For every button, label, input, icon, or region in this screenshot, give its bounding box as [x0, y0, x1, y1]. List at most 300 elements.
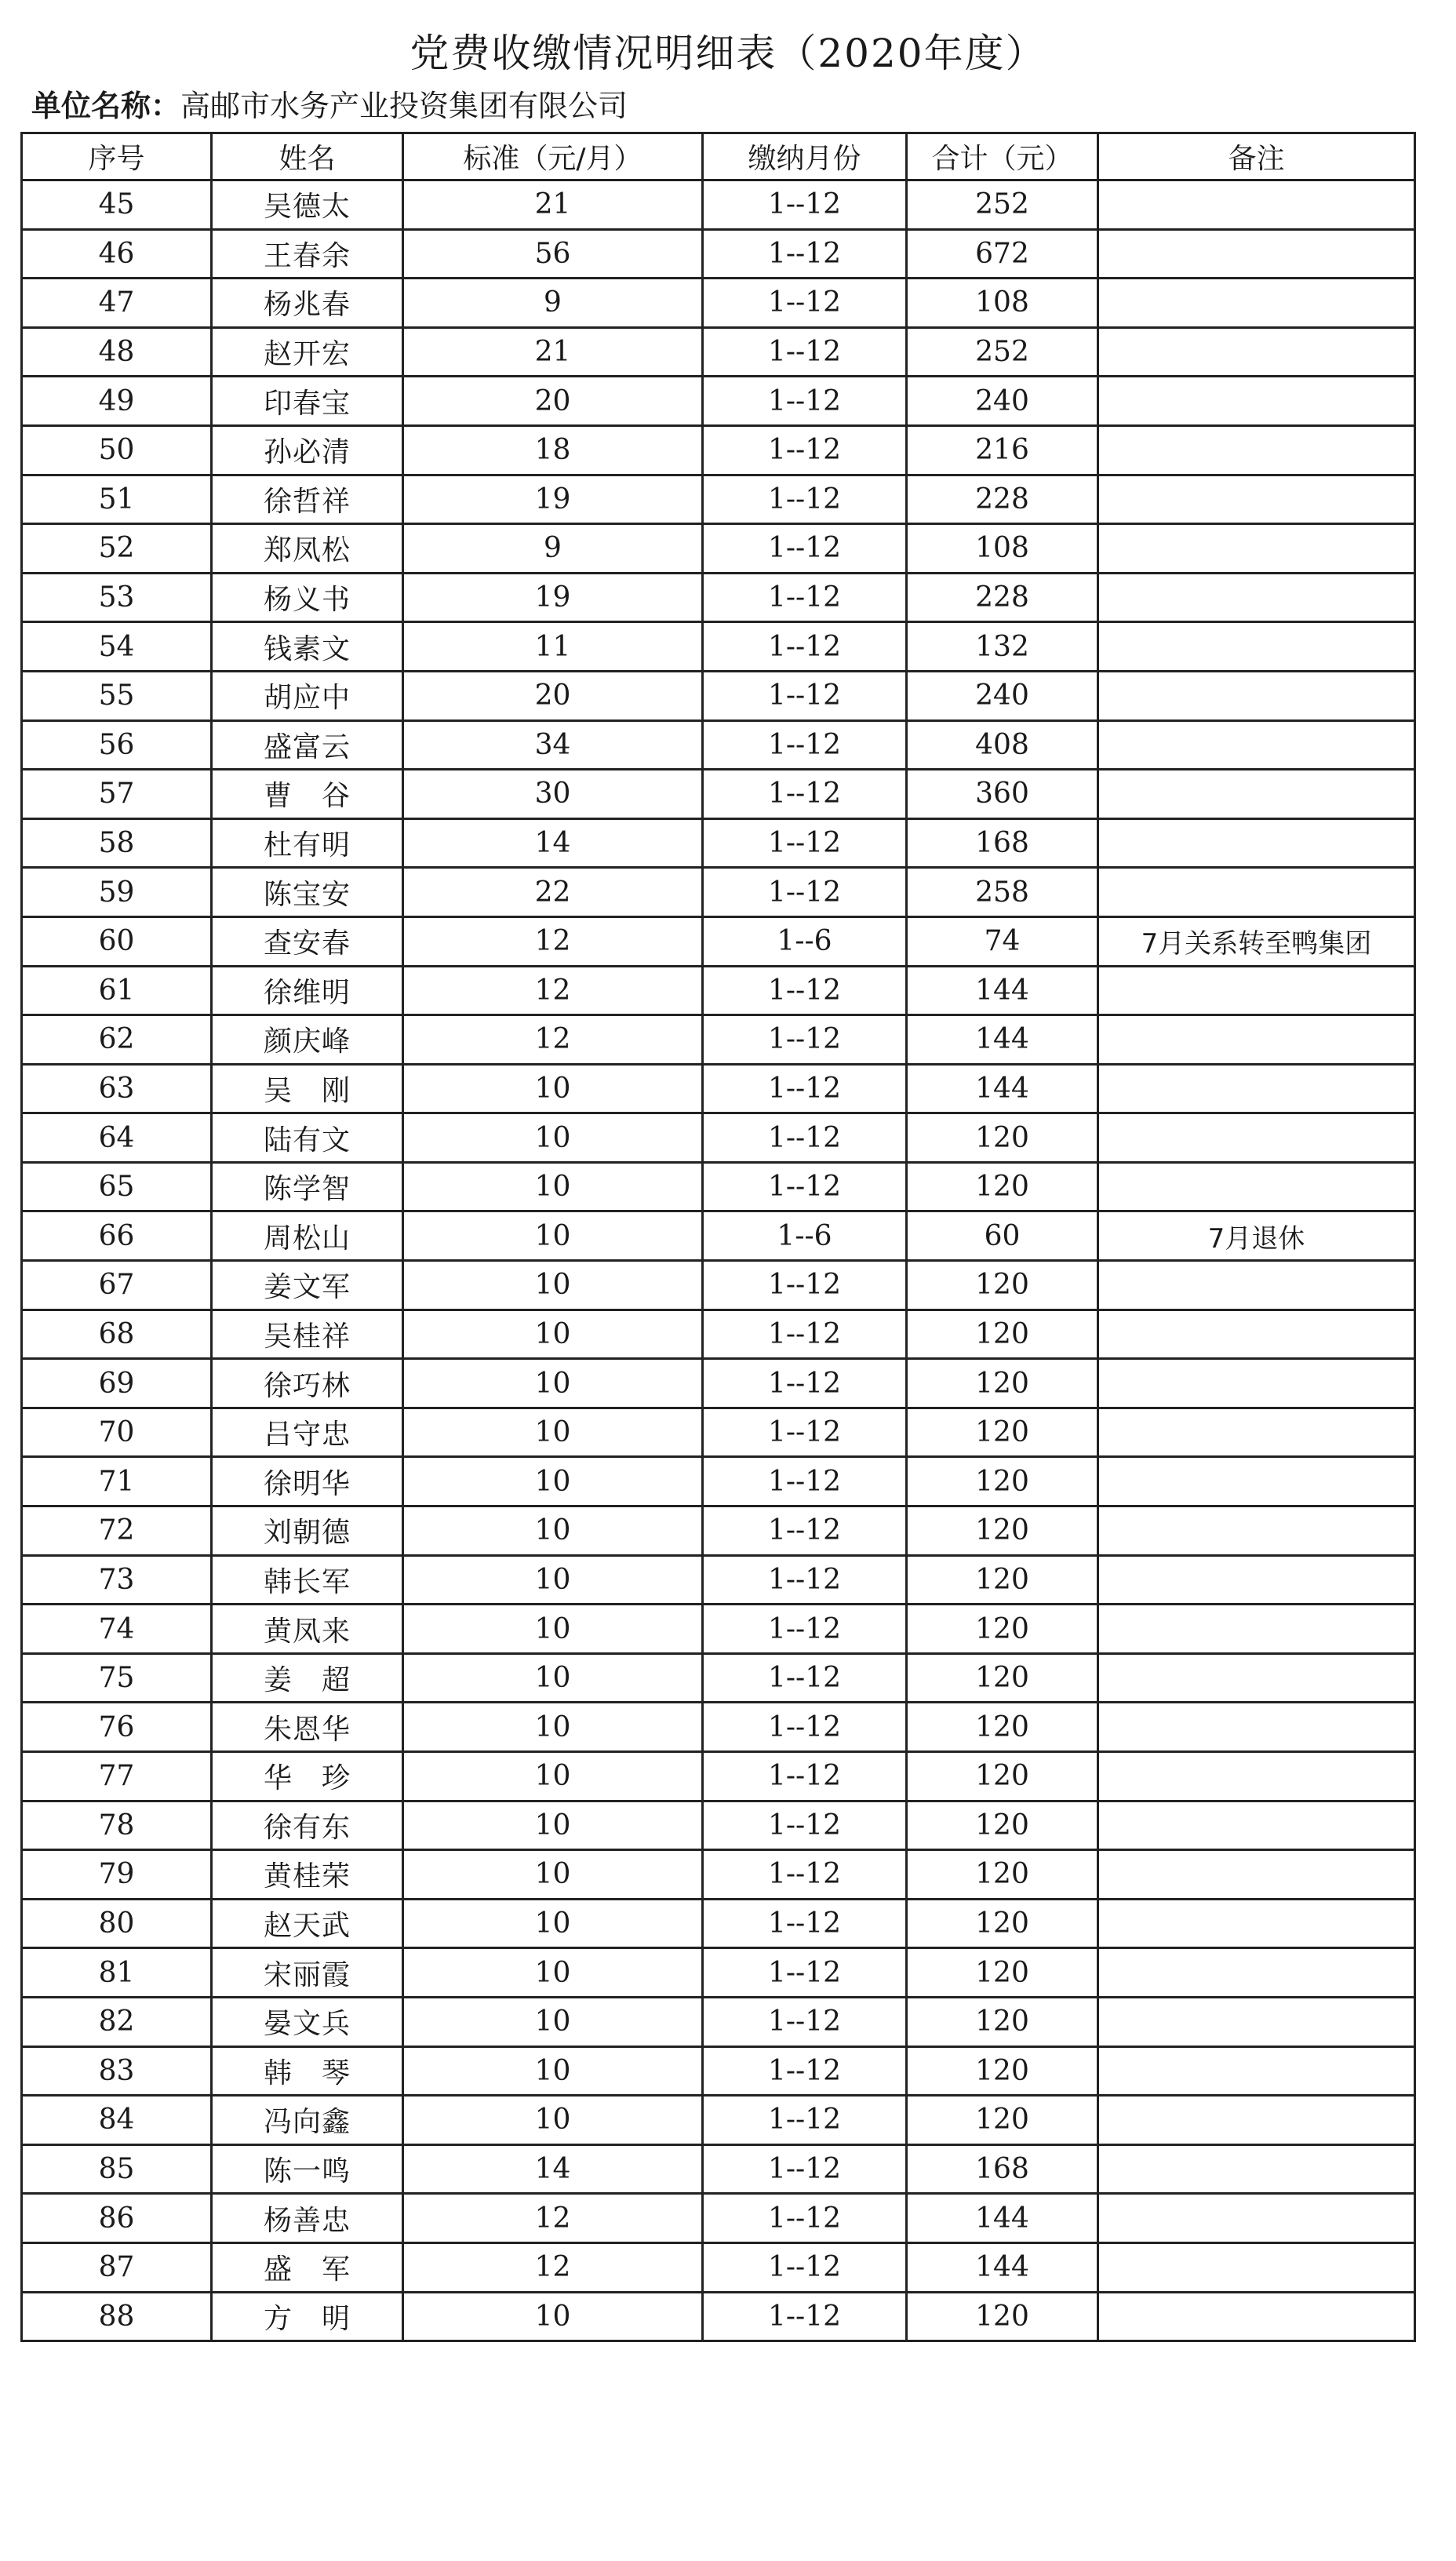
cell-total: 120	[907, 1752, 1098, 1801]
cell-total: 120	[907, 1310, 1098, 1359]
cell-months-paid: 1--12	[703, 229, 907, 279]
cell-total: 216	[907, 425, 1098, 475]
cell-months-paid: 1--12	[703, 1555, 907, 1605]
table-row	[22, 1064, 1415, 1113]
cell-serial-number: 70	[22, 1408, 212, 1457]
cell-remarks	[1098, 1752, 1415, 1801]
cell-months-paid: 1--12	[703, 327, 907, 377]
party-fee-table	[20, 132, 1416, 2342]
cell-serial-number: 55	[22, 671, 212, 720]
cell-months-paid: 1--12	[703, 1359, 907, 1408]
cell-months-paid: 1--6	[703, 1211, 907, 1261]
cell-standard: 14	[403, 2144, 703, 2194]
cell-remarks	[1098, 1801, 1415, 1850]
cell-remarks	[1098, 1261, 1415, 1310]
table-row	[22, 720, 1415, 770]
cell-serial-number: 66	[22, 1211, 212, 1261]
cell-standard: 22	[403, 868, 703, 917]
cell-name: 盛富云	[212, 720, 403, 770]
cell-standard: 10	[403, 1605, 703, 1654]
cell-serial-number: 61	[22, 966, 212, 1015]
cell-serial-number: 81	[22, 1948, 212, 1998]
cell-months-paid: 1--12	[703, 2242, 907, 2292]
cell-standard: 11	[403, 622, 703, 672]
cell-total: 120	[907, 1113, 1098, 1163]
cell-total: 120	[907, 2096, 1098, 2145]
cell-standard: 10	[403, 1703, 703, 1752]
table-row	[22, 868, 1415, 917]
table-row	[22, 524, 1415, 574]
cell-total: 144	[907, 966, 1098, 1015]
cell-standard: 10	[403, 1359, 703, 1408]
cell-standard: 20	[403, 671, 703, 720]
cell-serial-number: 72	[22, 1506, 212, 1556]
cell-remarks	[1098, 1850, 1415, 1900]
cell-name: 姜文军	[212, 1261, 403, 1310]
cell-standard: 10	[403, 1899, 703, 1948]
cell-standard: 21	[403, 180, 703, 230]
cell-standard: 21	[403, 327, 703, 377]
table-row	[22, 1555, 1415, 1605]
cell-serial-number: 58	[22, 818, 212, 868]
cell-remarks	[1098, 2046, 1415, 2096]
cell-name: 王春余	[212, 229, 403, 279]
table-row	[22, 1752, 1415, 1801]
table-row	[22, 1359, 1415, 1408]
cell-remarks	[1098, 1359, 1415, 1408]
cell-total: 120	[907, 1899, 1098, 1948]
cell-total: 120	[907, 1457, 1098, 1506]
cell-months-paid: 1--12	[703, 1703, 907, 1752]
cell-total: 240	[907, 671, 1098, 720]
table-row	[22, 1653, 1415, 1703]
cell-months-paid: 1--12	[703, 425, 907, 475]
cell-standard: 10	[403, 1801, 703, 1850]
cell-remarks	[1098, 671, 1415, 720]
cell-name: 赵天武	[212, 1899, 403, 1948]
cell-serial-number: 64	[22, 1113, 212, 1163]
cell-name: 徐哲祥	[212, 475, 403, 524]
cell-name: 陈学智	[212, 1162, 403, 1211]
table-row	[22, 1850, 1415, 1900]
cell-total: 108	[907, 279, 1098, 328]
cell-name: 姜 超	[212, 1653, 403, 1703]
table-row	[22, 573, 1415, 622]
cell-months-paid: 1--12	[703, 573, 907, 622]
cell-total: 120	[907, 1555, 1098, 1605]
cell-serial-number: 71	[22, 1457, 212, 1506]
table-row	[22, 1162, 1415, 1211]
cell-months-paid: 1--12	[703, 475, 907, 524]
table-row	[22, 1997, 1415, 2046]
cell-remarks	[1098, 1703, 1415, 1752]
cell-remarks	[1098, 1948, 1415, 1998]
cell-standard: 56	[403, 229, 703, 279]
cell-months-paid: 1--12	[703, 1850, 907, 1900]
cell-months-paid: 1--12	[703, 1997, 907, 2046]
cell-remarks	[1098, 377, 1415, 426]
cell-months-paid: 1--12	[703, 1653, 907, 1703]
cell-standard: 9	[403, 279, 703, 328]
cell-months-paid: 1--12	[703, 671, 907, 720]
cell-name: 黄桂荣	[212, 1850, 403, 1900]
cell-months-paid: 1--12	[703, 2046, 907, 2096]
cell-months-paid: 1--12	[703, 2292, 907, 2341]
cell-serial-number: 80	[22, 1899, 212, 1948]
header-name: 姓名	[212, 133, 403, 180]
cell-standard: 10	[403, 1310, 703, 1359]
cell-name: 印春宝	[212, 377, 403, 426]
cell-standard: 10	[403, 1457, 703, 1506]
cell-months-paid: 1--12	[703, 1162, 907, 1211]
cell-name: 韩长军	[212, 1555, 403, 1605]
cell-standard: 14	[403, 818, 703, 868]
header-remarks: 备注	[1098, 133, 1415, 180]
cell-name: 徐明华	[212, 1457, 403, 1506]
cell-standard: 19	[403, 573, 703, 622]
cell-name: 杨善忠	[212, 2194, 403, 2243]
cell-total: 120	[907, 1408, 1098, 1457]
cell-months-paid: 1--12	[703, 1261, 907, 1310]
cell-name: 杜有明	[212, 818, 403, 868]
cell-serial-number: 63	[22, 1064, 212, 1113]
cell-standard: 10	[403, 2046, 703, 2096]
cell-standard: 12	[403, 966, 703, 1015]
cell-name: 陈一鸣	[212, 2144, 403, 2194]
cell-remarks	[1098, 475, 1415, 524]
cell-total: 120	[907, 1261, 1098, 1310]
cell-total: 120	[907, 1162, 1098, 1211]
cell-remarks	[1098, 229, 1415, 279]
cell-serial-number: 48	[22, 327, 212, 377]
table-row	[22, 180, 1415, 230]
cell-name: 周松山	[212, 1211, 403, 1261]
table-row	[22, 1113, 1415, 1163]
cell-standard: 10	[403, 1752, 703, 1801]
cell-total: 408	[907, 720, 1098, 770]
cell-total: 258	[907, 868, 1098, 917]
cell-name: 吴德太	[212, 180, 403, 230]
cell-serial-number: 60	[22, 916, 212, 966]
cell-total: 144	[907, 1064, 1098, 1113]
cell-total: 240	[907, 377, 1098, 426]
cell-total: 252	[907, 327, 1098, 377]
cell-remarks	[1098, 1015, 1415, 1065]
cell-standard: 10	[403, 1211, 703, 1261]
cell-remarks: 7月退休	[1098, 1211, 1415, 1261]
cell-serial-number: 82	[22, 1997, 212, 2046]
cell-standard: 10	[403, 1850, 703, 1900]
cell-remarks	[1098, 720, 1415, 770]
cell-name: 杨义书	[212, 573, 403, 622]
cell-total: 120	[907, 1997, 1098, 2046]
unit-label: 单位名称：	[31, 89, 181, 123]
table-body	[22, 180, 1415, 2341]
cell-name: 黄凤来	[212, 1605, 403, 1654]
cell-remarks	[1098, 573, 1415, 622]
cell-serial-number: 79	[22, 1850, 212, 1900]
table-row	[22, 966, 1415, 1015]
cell-remarks	[1098, 622, 1415, 672]
cell-total: 120	[907, 2046, 1098, 2096]
table-row	[22, 1261, 1415, 1310]
cell-name: 胡应中	[212, 671, 403, 720]
cell-remarks	[1098, 2242, 1415, 2292]
cell-name: 陆有文	[212, 1113, 403, 1163]
cell-name: 华 珍	[212, 1752, 403, 1801]
cell-remarks	[1098, 279, 1415, 328]
table-row	[22, 2046, 1415, 2096]
cell-serial-number: 56	[22, 720, 212, 770]
cell-remarks	[1098, 1605, 1415, 1654]
unit-line	[31, 82, 628, 125]
cell-months-paid: 1--12	[703, 1801, 907, 1850]
table-row	[22, 2144, 1415, 2194]
cell-months-paid: 1--12	[703, 1506, 907, 1556]
cell-standard: 19	[403, 475, 703, 524]
cell-serial-number: 57	[22, 770, 212, 819]
cell-remarks: 7月关系转至鸭集团	[1098, 916, 1415, 966]
cell-serial-number: 83	[22, 2046, 212, 2096]
cell-remarks	[1098, 1310, 1415, 1359]
cell-total: 168	[907, 818, 1098, 868]
cell-months-paid: 1--12	[703, 1457, 907, 1506]
cell-months-paid: 1--12	[703, 2194, 907, 2243]
cell-name: 吕守忠	[212, 1408, 403, 1457]
cell-name: 郑凤松	[212, 524, 403, 574]
cell-total: 168	[907, 2144, 1098, 2194]
cell-serial-number: 54	[22, 622, 212, 672]
cell-remarks	[1098, 1653, 1415, 1703]
table-row	[22, 916, 1415, 966]
table-row	[22, 1310, 1415, 1359]
cell-standard: 9	[403, 524, 703, 574]
cell-name: 查安春	[212, 916, 403, 966]
cell-months-paid: 1--12	[703, 818, 907, 868]
cell-remarks	[1098, 1408, 1415, 1457]
cell-name: 冯向鑫	[212, 2096, 403, 2145]
cell-months-paid: 1--12	[703, 2144, 907, 2194]
table-row	[22, 2292, 1415, 2341]
table-row	[22, 1948, 1415, 1998]
cell-months-paid: 1--12	[703, 1310, 907, 1359]
table-row	[22, 229, 1415, 279]
document-title: 党费收缴情况明细表（2020年度）	[410, 31, 1046, 76]
header-total: 合计（元）	[907, 133, 1098, 180]
cell-serial-number: 78	[22, 1801, 212, 1850]
cell-remarks	[1098, 1162, 1415, 1211]
cell-total: 108	[907, 524, 1098, 574]
cell-name: 徐有东	[212, 1801, 403, 1850]
cell-standard: 18	[403, 425, 703, 475]
cell-serial-number: 52	[22, 524, 212, 574]
cell-total: 132	[907, 622, 1098, 672]
cell-months-paid: 1--12	[703, 868, 907, 917]
cell-standard: 10	[403, 1408, 703, 1457]
cell-total: 144	[907, 2242, 1098, 2292]
cell-months-paid: 1--12	[703, 1948, 907, 1998]
header-months-paid: 缴纳月份	[703, 133, 907, 180]
cell-remarks	[1098, 1997, 1415, 2046]
table-row	[22, 1408, 1415, 1457]
cell-months-paid: 1--12	[703, 180, 907, 230]
cell-serial-number: 85	[22, 2144, 212, 2194]
cell-serial-number: 74	[22, 1605, 212, 1654]
cell-standard: 12	[403, 2194, 703, 2243]
table-row	[22, 1899, 1415, 1948]
cell-standard: 10	[403, 1555, 703, 1605]
cell-remarks	[1098, 1899, 1415, 1948]
cell-months-paid: 1--12	[703, 1113, 907, 1163]
cell-name: 刘朝德	[212, 1506, 403, 1556]
table-row	[22, 377, 1415, 426]
table-row	[22, 425, 1415, 475]
cell-months-paid: 1--12	[703, 1015, 907, 1065]
cell-months-paid: 1--12	[703, 1408, 907, 1457]
cell-name: 方 明	[212, 2292, 403, 2341]
cell-name: 盛 军	[212, 2242, 403, 2292]
cell-months-paid: 1--12	[703, 1899, 907, 1948]
cell-serial-number: 73	[22, 1555, 212, 1605]
cell-serial-number: 77	[22, 1752, 212, 1801]
cell-remarks	[1098, 868, 1415, 917]
cell-name: 杨兆春	[212, 279, 403, 328]
cell-total: 144	[907, 2194, 1098, 2243]
cell-total: 120	[907, 2292, 1098, 2341]
cell-total: 144	[907, 1015, 1098, 1065]
table-row	[22, 1211, 1415, 1261]
cell-serial-number: 86	[22, 2194, 212, 2243]
cell-serial-number: 68	[22, 1310, 212, 1359]
cell-total: 120	[907, 1948, 1098, 1998]
table-row	[22, 622, 1415, 672]
table-row	[22, 475, 1415, 524]
cell-serial-number: 49	[22, 377, 212, 426]
cell-remarks	[1098, 770, 1415, 819]
cell-total: 252	[907, 180, 1098, 230]
table-row	[22, 671, 1415, 720]
cell-name: 吴 刚	[212, 1064, 403, 1113]
cell-standard: 12	[403, 1015, 703, 1065]
header-standard: 标准（元/月）	[403, 133, 703, 180]
cell-remarks	[1098, 818, 1415, 868]
cell-months-paid: 1--12	[703, 2096, 907, 2145]
cell-serial-number: 84	[22, 2096, 212, 2145]
cell-months-paid: 1--12	[703, 966, 907, 1015]
cell-total: 120	[907, 1506, 1098, 1556]
cell-total: 120	[907, 1850, 1098, 1900]
cell-serial-number: 50	[22, 425, 212, 475]
table-row	[22, 327, 1415, 377]
cell-months-paid: 1--6	[703, 916, 907, 966]
table-row	[22, 818, 1415, 868]
cell-name: 徐维明	[212, 966, 403, 1015]
cell-total: 672	[907, 229, 1098, 279]
cell-remarks	[1098, 1064, 1415, 1113]
unit-name: 高邮市水务产业投资集团有限公司	[180, 89, 628, 123]
cell-total: 120	[907, 1703, 1098, 1752]
cell-serial-number: 45	[22, 180, 212, 230]
cell-name: 颜庆峰	[212, 1015, 403, 1065]
cell-name: 孙必清	[212, 425, 403, 475]
cell-serial-number: 51	[22, 475, 212, 524]
cell-serial-number: 69	[22, 1359, 212, 1408]
cell-standard: 12	[403, 916, 703, 966]
cell-months-paid: 1--12	[703, 720, 907, 770]
cell-standard: 10	[403, 1162, 703, 1211]
cell-serial-number: 62	[22, 1015, 212, 1065]
cell-total: 120	[907, 1801, 1098, 1850]
table-row	[22, 2096, 1415, 2145]
cell-total: 120	[907, 1653, 1098, 1703]
cell-name: 曹 谷	[212, 770, 403, 819]
cell-remarks	[1098, 2096, 1415, 2145]
cell-serial-number: 46	[22, 229, 212, 279]
cell-name: 陈宝安	[212, 868, 403, 917]
cell-serial-number: 65	[22, 1162, 212, 1211]
cell-total: 60	[907, 1211, 1098, 1261]
table-row	[22, 1457, 1415, 1506]
table-row	[22, 279, 1415, 328]
cell-standard: 10	[403, 2096, 703, 2145]
table-row	[22, 2242, 1415, 2292]
cell-standard: 10	[403, 2292, 703, 2341]
cell-months-paid: 1--12	[703, 1752, 907, 1801]
cell-remarks	[1098, 524, 1415, 574]
cell-months-paid: 1--12	[703, 770, 907, 819]
cell-name: 徐巧林	[212, 1359, 403, 1408]
cell-serial-number: 87	[22, 2242, 212, 2292]
cell-remarks	[1098, 2194, 1415, 2243]
table-row	[22, 1015, 1415, 1065]
table-row	[22, 1801, 1415, 1850]
cell-serial-number: 67	[22, 1261, 212, 1310]
cell-months-paid: 1--12	[703, 279, 907, 328]
cell-total: 360	[907, 770, 1098, 819]
cell-remarks	[1098, 1457, 1415, 1506]
cell-name: 吴桂祥	[212, 1310, 403, 1359]
cell-standard: 34	[403, 720, 703, 770]
cell-name: 赵开宏	[212, 327, 403, 377]
cell-total: 120	[907, 1605, 1098, 1654]
table-row	[22, 1703, 1415, 1752]
cell-remarks	[1098, 2144, 1415, 2194]
cell-total: 228	[907, 475, 1098, 524]
cell-name: 朱恩华	[212, 1703, 403, 1752]
cell-standard: 10	[403, 1506, 703, 1556]
cell-name: 钱素文	[212, 622, 403, 672]
cell-standard: 10	[403, 1261, 703, 1310]
cell-standard: 10	[403, 1997, 703, 2046]
cell-name: 晏文兵	[212, 1997, 403, 2046]
cell-total: 120	[907, 1359, 1098, 1408]
table-row	[22, 770, 1415, 819]
table-row	[22, 2194, 1415, 2243]
cell-months-paid: 1--12	[703, 1605, 907, 1654]
cell-standard: 10	[403, 1948, 703, 1998]
cell-remarks	[1098, 180, 1415, 230]
cell-serial-number: 76	[22, 1703, 212, 1752]
cell-remarks	[1098, 1555, 1415, 1605]
cell-remarks	[1098, 327, 1415, 377]
cell-standard: 10	[403, 1113, 703, 1163]
cell-name: 宋丽霞	[212, 1948, 403, 1998]
cell-months-paid: 1--12	[703, 622, 907, 672]
cell-standard: 30	[403, 770, 703, 819]
cell-serial-number: 59	[22, 868, 212, 917]
cell-serial-number: 53	[22, 573, 212, 622]
table-row	[22, 1506, 1415, 1556]
